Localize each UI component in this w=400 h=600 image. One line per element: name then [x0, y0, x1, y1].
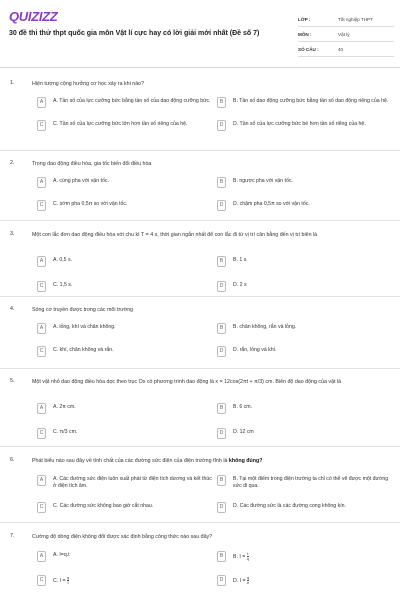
meta-table	[298, 12, 394, 57]
option-letter-badge: A	[37, 403, 46, 414]
meta-row-class	[298, 12, 394, 27]
option-text: C. Các đường sức không bao giờ cắt nhau.	[53, 503, 154, 509]
option-letter-badge: A	[37, 177, 46, 188]
question-number: 4.	[10, 306, 15, 312]
option-text: C. π/3 cm.	[53, 429, 78, 435]
option-text: B. ngược pha với vận tốc.	[233, 178, 293, 184]
option-letter-badge: C	[37, 428, 46, 439]
answer-option-d[interactable]	[217, 502, 387, 518]
option-letter-badge: A	[37, 256, 46, 267]
option-letter-badge: D	[217, 575, 226, 586]
answer-option-a[interactable]	[37, 475, 212, 491]
option-text: B. 6 cm.	[233, 404, 253, 410]
answer-option-d[interactable]	[217, 428, 387, 444]
option-letter-badge: B	[217, 256, 226, 267]
answer-option-b[interactable]	[217, 475, 387, 491]
option-letter-badge: D	[217, 428, 226, 439]
option-text: C. Tần số của lực cưỡng bức lớn hơn tần số riêng của hệ.	[53, 121, 188, 127]
option-letter-badge: A	[37, 323, 46, 334]
option-text: D. Các đường sức là các đường cong không kín.	[233, 503, 346, 509]
option-letter-badge: B	[217, 403, 226, 414]
question-text: Cường độ dòng điện không đổi được xác định bằng công thức nào sau đây?	[32, 534, 213, 540]
answer-option-c[interactable]	[37, 120, 207, 136]
option-letter-badge: A	[37, 97, 46, 108]
fraction-denominator: q	[246, 556, 249, 561]
answer-option-a[interactable]	[37, 403, 207, 419]
meta-label: SỐ CÂU :	[298, 46, 319, 52]
fraction-numerator: t	[247, 551, 249, 556]
option-text: A. 2π cm.	[53, 404, 76, 410]
option-letter-badge: B	[217, 177, 226, 188]
question-text: Trong dao động điều hòa, gia tốc biến đổi điều hòa	[32, 161, 152, 167]
page-header	[0, 0, 400, 68]
option-text: C. khí, chân không và rắn.	[53, 347, 114, 353]
option-text: D. rắn, lỏng và khí.	[233, 347, 277, 353]
option-text: C. 1,5 s.	[53, 282, 73, 288]
option-letter-badge: B	[217, 475, 226, 486]
question-text: Phát biểu nào sau đây về tính chất của các đường sức điện của điện trường tĩnh là không đúng?	[32, 458, 263, 464]
option-letter-badge: B	[217, 323, 226, 334]
option-text: C. sớm pha 0,5π so với vận tốc.	[53, 201, 128, 207]
answer-option-b[interactable]	[217, 97, 387, 113]
option-text: A. 0,5 s.	[53, 257, 73, 263]
answer-option-d[interactable]	[217, 346, 387, 362]
option-letter-badge: B	[217, 551, 226, 562]
fraction-denominator: t	[67, 580, 69, 585]
page-title: 30 đề thi thử thpt quốc gia môn Vật lí cực hay có lời giải mới nhất (Đề số 7)	[9, 30, 260, 37]
question-divider	[0, 220, 400, 221]
answer-option-b[interactable]	[217, 551, 387, 567]
answer-option-c[interactable]	[37, 346, 207, 362]
answer-option-c[interactable]	[37, 428, 207, 444]
option-text: D. I = $\frac{q}{e}$	[233, 575, 250, 585]
answer-option-c[interactable]	[37, 575, 207, 591]
option-text: B. I = $\frac{t}{q}$	[233, 551, 249, 561]
question-text: Sóng cơ truyền được trong các môi trường	[32, 307, 134, 313]
fraction-numerator: q	[246, 575, 250, 580]
fraction	[67, 576, 69, 585]
answer-option-b[interactable]	[217, 177, 387, 193]
option-text: D. 12 cm	[233, 429, 254, 435]
option-letter-badge: D	[217, 281, 226, 292]
answer-option-d[interactable]	[217, 200, 387, 216]
option-text: A. I=q.t	[53, 552, 70, 558]
question-divider	[0, 368, 400, 369]
option-text: B. 1 s.	[233, 257, 248, 263]
option-letter-badge: C	[37, 502, 46, 513]
answer-option-a[interactable]	[37, 551, 207, 567]
option-text: B. chân không, rắn và lỏng.	[233, 324, 297, 330]
question-number: 7.	[10, 533, 15, 539]
option-text: D. chậm pha 0,5π so với vận tốc.	[233, 201, 310, 207]
answer-option-b[interactable]	[217, 403, 387, 419]
meta-label: LỚP :	[298, 16, 311, 22]
option-text: A. cùng pha với vận tốc.	[53, 178, 109, 184]
question-number: 3.	[10, 231, 15, 237]
question-text: Một vật nhỏ dao động điều hòa dọc theo trục Ox có phương trình dao động là x = 12cos(2πt + π/3) cm. Biên độ dao động của vật là	[32, 379, 342, 385]
option-letter-badge: B	[217, 97, 226, 108]
meta-value: Tốt nghiệp THPT	[338, 16, 373, 22]
option-text: A. lỏng, khí và chân không.	[53, 324, 116, 330]
option-text: B. Tại một điểm trong điện trường ta chỉ có thể vẽ được một đường sức đi qua.	[233, 476, 389, 489]
answer-option-b[interactable]	[217, 323, 387, 339]
answer-option-a[interactable]	[37, 323, 207, 339]
meta-row-subject	[298, 27, 394, 42]
fraction-numerator: q	[66, 575, 70, 580]
meta-label: MÔN :	[298, 31, 312, 37]
option-letter-badge: C	[37, 200, 46, 211]
option-letter-badge: D	[217, 502, 226, 513]
question-divider	[0, 446, 400, 447]
answer-option-b[interactable]	[217, 256, 387, 272]
question-number: 1.	[10, 80, 15, 86]
question-text: Một con lắc đơn dao động điều hòa với chu kì T = 4 s, thời gian ngắn nhất để con lắc đi từ vị trí cân bằng đến vị trí biên là	[32, 232, 318, 238]
option-text: A. Tần số của lực cưỡng bức bằng tần số của dao động cưỡng bức.	[53, 98, 211, 104]
answer-option-c[interactable]	[37, 200, 207, 216]
answer-option-c[interactable]	[37, 281, 207, 297]
question-number: 5.	[10, 378, 15, 384]
question-number: 2.	[10, 160, 15, 166]
meta-value: 40	[338, 46, 344, 52]
question-divider	[0, 150, 400, 151]
option-letter-badge: C	[37, 575, 46, 586]
option-letter-badge: D	[217, 200, 226, 211]
option-letter-badge: D	[217, 120, 226, 131]
option-letter-badge: A	[37, 551, 46, 562]
answer-option-c[interactable]	[37, 502, 207, 518]
meta-value: Vật lý	[338, 31, 350, 37]
answer-option-d[interactable]	[217, 575, 387, 591]
answer-option-d[interactable]	[217, 281, 387, 297]
option-text: A. Các đường sức điện luôn xuất phát từ điện tích dương và kết thúc ở điện tích âm.	[53, 476, 212, 489]
option-letter-badge: D	[217, 346, 226, 357]
option-text: C. I = $\frac{q}{t}$	[53, 575, 70, 585]
question-text: Hiện tượng cộng hưởng cơ học xảy ra khi nào?	[32, 81, 145, 87]
fraction	[247, 552, 249, 561]
fraction	[247, 576, 249, 585]
option-text: D. 2 s	[233, 282, 247, 288]
fraction-denominator: e	[246, 580, 250, 585]
answer-option-d[interactable]	[217, 120, 387, 136]
question-divider	[0, 296, 400, 297]
option-text: B. Tần số dao động cưỡng bức bằng tần số dao động riêng của hệ.	[233, 98, 389, 104]
meta-row-count	[298, 42, 394, 57]
option-letter-badge: A	[37, 475, 46, 486]
quizizz-logo: QUIZIZZ	[9, 9, 58, 24]
question-number: 6.	[10, 457, 15, 463]
option-letter-badge: C	[37, 346, 46, 357]
option-letter-badge: C	[37, 120, 46, 131]
answer-option-a[interactable]	[37, 97, 211, 113]
answer-option-a[interactable]	[37, 177, 207, 193]
option-letter-badge: C	[37, 281, 46, 292]
option-text: D. Tần số của lực cưỡng bức bé hơn tần số riêng của hệ.	[233, 121, 366, 127]
question-emphasis: không đúng?	[228, 458, 263, 464]
answer-option-a[interactable]	[37, 256, 207, 272]
question-divider	[0, 522, 400, 523]
